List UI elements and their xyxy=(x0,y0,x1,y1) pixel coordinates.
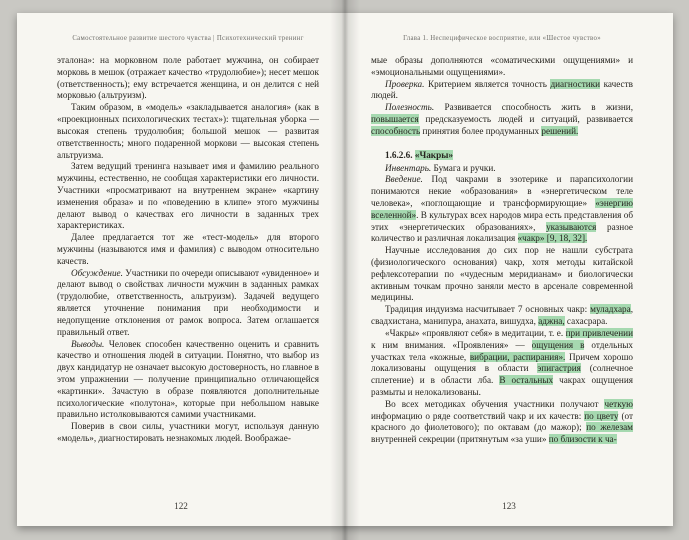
text-segment: Традиция индуизма насчитывает 7 основных чакр: xyxy=(385,304,591,315)
highlighted-text: диагностики xyxy=(550,78,601,89)
section-heading xyxy=(371,150,633,162)
text-segment: предсказуемость людей и ситуаций, развивается xyxy=(418,114,633,125)
text-segment: внутренней секреции (притянутым «за уши» xyxy=(371,434,549,445)
highlighted-text: муладхара xyxy=(590,304,631,315)
text-segment: Критерием является точность xyxy=(424,78,551,89)
text-segment: Человек способен качественно оценить и сравнить качество и отношения людей в ситуации. Понятно, что выбор из двух кандидатур не означает высокую достоверность, но главное в этом упражнении — получение принципиально отличающейся «картинки». Зачастую в образе появляются дополнительные психологические «полутона», которые при небольшом навыке правильно истолковываются самими участниками. xyxy=(57,338,319,420)
text-segment: (солнечное сплетение) и в области лба. xyxy=(371,363,633,386)
right-page xyxy=(345,13,673,526)
running-head-right: Глава 1. Неспецифическое восприятие, или «Шестое чувство» xyxy=(403,35,601,42)
text-segment: Выводы. xyxy=(71,338,105,349)
highlighted-text: ощущения в xyxy=(531,339,585,350)
paragraph xyxy=(57,55,319,102)
text-segment: Введение. xyxy=(385,174,423,185)
text-segment: , свадхистана, манипура, анахата, вишудха, xyxy=(371,304,633,327)
highlighted-text: вибрации, распирания». xyxy=(469,351,566,362)
paragraph xyxy=(57,102,319,161)
text-segment: «Чакры» «проявляют себя» в медитации, т. е. xyxy=(385,327,566,338)
text-segment: разное количество и различная локализация xyxy=(371,221,633,244)
paragraph xyxy=(57,339,319,422)
highlighted-text: В остальных xyxy=(499,375,554,386)
text-segment: сахасрара. xyxy=(564,316,608,327)
text-segment: Проверка. xyxy=(385,78,425,89)
text-segment: Во всех методиках обучения участники получают xyxy=(385,398,605,409)
text-segment: 1.6.2.6. xyxy=(385,149,415,160)
highlighted-text: способность xyxy=(371,125,421,136)
text-segment: Обсуждение. xyxy=(71,267,123,278)
text-segment: эталона»: на морковном поле работает мужчина, он собирает морковь в мешок (отражает качество «трудолюбие»); несет мешок (ответственность); ему встречается женщина, и он делится с ней морковью (альтруизм). xyxy=(57,55,319,101)
highlighted-text: по железам xyxy=(586,422,633,433)
paragraph xyxy=(371,163,633,175)
text-segment: информацию о ряде соответствий чакр и их качеств: xyxy=(371,410,585,421)
paragraph xyxy=(57,421,319,445)
left-page-body xyxy=(57,55,319,445)
text-segment: мые образы дополняются «соматическими ощущениями» и «эмоциональными ощущениями». xyxy=(371,55,633,77)
text-segment: Затем ведущий тренинга называет имя и фамилию реального мужчины, естественно, не сообщая характеристики его личности. Участники «просматривают на внутреннем экране» «картину изменения образа» и по «поведению в клипе» этого мужчины делают вывод о качествах его личности в заданных трех характеристиках. xyxy=(57,161,319,231)
paragraph xyxy=(371,245,633,304)
paragraph xyxy=(57,268,319,339)
left-page xyxy=(17,13,345,526)
text-segment: к ним внимания. «Проявления» — xyxy=(371,339,532,350)
page-number-right: 123 xyxy=(502,501,516,511)
highlighted-text: четкую xyxy=(604,398,633,409)
highlighted-text: «Чакры» xyxy=(414,149,453,160)
highlighted-text: указываются xyxy=(546,221,597,232)
text-segment: качеств людей. xyxy=(371,78,633,101)
highlighted-text: по цвету xyxy=(584,410,619,421)
right-page-body xyxy=(371,55,633,446)
highlighted-text: аджна, xyxy=(538,316,565,327)
text-segment: Бумага и ручки. xyxy=(431,162,496,173)
paragraph xyxy=(371,102,633,137)
paragraph xyxy=(371,304,633,328)
paragraph xyxy=(371,328,633,399)
text-segment: Развивается способность жить в жизни, xyxy=(434,102,633,113)
text-segment: Далее предлагается тот же «тест-модель» для второго мужчины (называются имя и фамилия) с выводом относительно качеств. xyxy=(57,232,319,266)
text-segment: (от красного до фиолетового); по октавам (до мажор); xyxy=(371,410,633,433)
running-head-left: Самостоятельное развитие шестого чувства | Психотехнический тренинг xyxy=(72,35,304,42)
text-segment: Полезность. xyxy=(385,102,435,113)
text-segment: отдельных участках тела «кожные, xyxy=(371,339,634,362)
paragraph xyxy=(57,161,319,232)
highlighted-text: по близости к ча- xyxy=(548,434,617,445)
text-segment: принятия более продуманных xyxy=(420,125,542,136)
paragraph xyxy=(57,232,319,267)
highlighted-text: «чакр» [9, 18, 32]. xyxy=(517,233,588,244)
text-segment: Таким образом, в «модель» «закладывается аналогия» (как в «проекционных психологических тестах»): тщательная уборка — высокая степень трудолюбия; большой мешок — развитая ответственность; много подаренной моркови — высокая степень альтруизма. xyxy=(57,102,319,160)
text-segment: Инвентарь. xyxy=(385,162,432,173)
text-segment: Научные исследования до сих пор не нашли субстрата (физиологического основания) чакр, хотя методы китайской рефлексотерапии по «чудесным меридианам» и биологически активным точкам прочно заняли место в арсенале современной медицины. xyxy=(371,245,633,303)
highlighted-text: при привлечении xyxy=(565,327,633,338)
highlighted-text: эпигастрия xyxy=(537,363,581,374)
highlighted-text: повышается xyxy=(371,114,419,125)
paragraph xyxy=(371,399,633,446)
text-segment: Под чакрами в эзотерике и парапсихологии понимаются некие «образования» в «энергетическом теле человека», «поглощающие и трансформирующие» xyxy=(371,174,633,208)
text-segment: Поверив в свои силы, участники могут, используя данную «модель», диагностировать незнакомых людей. Воображае- xyxy=(57,421,319,443)
highlighted-text: решений. xyxy=(541,125,579,136)
paragraph xyxy=(371,174,633,245)
pages-container xyxy=(17,13,673,526)
text-segment: Причем хорошо локализованы ощущения в области xyxy=(371,351,633,374)
paragraph xyxy=(371,55,633,79)
paragraph xyxy=(371,79,633,103)
text-segment: Участники по очереди описывают «увиденное» и делают вывод о свойствах личности мужчин в заданных рамках (трудолюбие, ответственность, альтруизм). Задачей ведущего является уточнение понимания при необходимости и недопущение отклонения от рамок вопроса. Затем оглашается правильный ответ. xyxy=(57,267,319,337)
highlighted-text: «энергию вселенной» xyxy=(371,197,633,220)
text-segment: . В культурах всех народов мира есть представления об этих «энергетических образованиях», xyxy=(371,209,633,232)
text-segment: чакрах ощущения размыты и нелокализованы. xyxy=(371,375,633,397)
page-number-left: 122 xyxy=(174,501,188,511)
